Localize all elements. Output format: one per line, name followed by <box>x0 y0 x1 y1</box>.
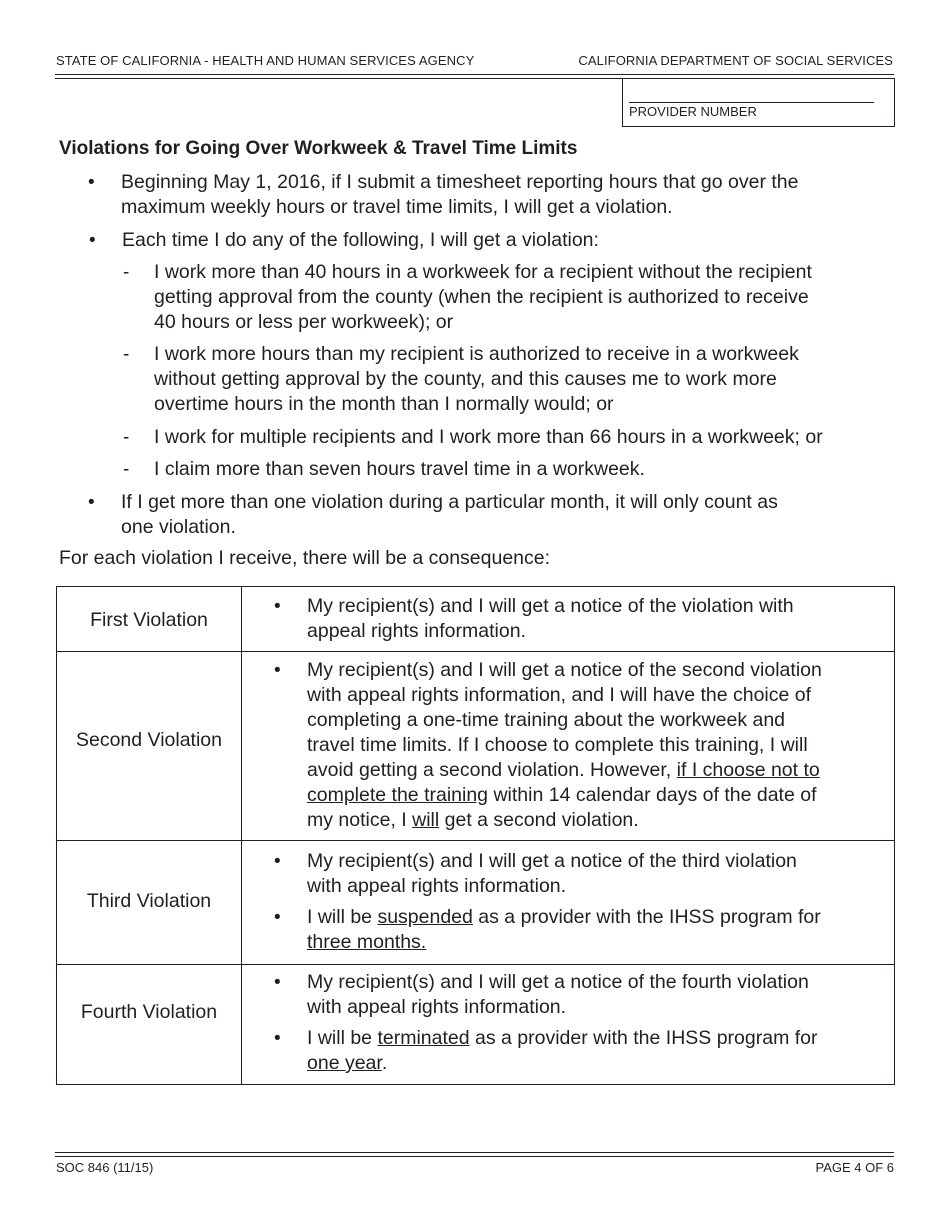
table-cell-line: My recipient(s) and I will get a notice of the violation with <box>307 595 794 617</box>
bullet-text-line: one violation. <box>121 516 236 538</box>
table-cell-line <box>307 930 426 955</box>
sub-item-line: I work more hours than my recipient is authorized to receive in a workweek <box>154 343 799 365</box>
violation-label-fourth: Fourth Violation <box>80 1001 218 1023</box>
bullet-icon: • <box>89 230 96 251</box>
table-cell-line: with appeal rights information. <box>307 875 567 897</box>
bullet-text-line: Each time I do any of the following, I will get a violation: <box>122 229 599 251</box>
text-segment: as a provider with the IHSS program for <box>469 1027 818 1049</box>
sub-item-line: I work for multiple recipients and I work more than 66 hours in a workweek; or <box>154 426 823 448</box>
violation-label-second: Second Violation <box>75 729 222 751</box>
bullet-text-line: maximum weekly hours or travel time limits, I will get a violation. <box>121 196 673 218</box>
bullet-icon: • <box>274 596 281 617</box>
text-segment: I will be <box>307 906 378 928</box>
footer-rule-second <box>55 1156 894 1157</box>
form-id: SOC 846 (11/15) <box>56 1160 154 1175</box>
table-cell-line <box>307 1026 818 1051</box>
bullet-icon: • <box>88 492 95 513</box>
table-cell-line: with appeal rights information. <box>307 996 567 1018</box>
table-cell-line <box>307 758 820 783</box>
provider-number-label: PROVIDER NUMBER <box>629 104 757 119</box>
sub-item-line: overtime hours in the month than I normally would; or <box>154 393 614 415</box>
text-segment: get a second violation. <box>439 809 639 831</box>
dash-icon: - <box>123 427 130 448</box>
underlined-text: if I choose not to <box>676 759 820 781</box>
bullet-text-line: Beginning May 1, 2016, if I submit a timesheet reporting hours that go over the <box>121 171 799 193</box>
table-cell-line: My recipient(s) and I will get a notice of the fourth violation <box>307 971 809 993</box>
provider-number-line <box>629 102 874 103</box>
table-cell-line: travel time limits. If I choose to complete this training, I will <box>307 734 808 756</box>
bullet-icon: • <box>274 972 281 993</box>
underlined-text: suspended <box>377 906 473 928</box>
text-segment: within 14 calendar days of the date of <box>488 784 817 806</box>
table-row-divider <box>57 651 894 652</box>
text-segment: my notice, I <box>307 809 413 831</box>
bullet-icon: • <box>274 1028 281 1049</box>
violations-table <box>56 586 895 1085</box>
table-cell-line: completing a one-time training about the workweek and <box>307 709 786 731</box>
section-title: Violations for Going Over Workweek & Travel Time Limits <box>59 138 578 159</box>
text-segment: . <box>381 1052 388 1074</box>
footer-rule <box>55 1152 894 1153</box>
bullet-icon: • <box>274 851 281 872</box>
dash-icon: - <box>123 344 130 365</box>
provider-number-field[interactable] <box>622 78 895 127</box>
table-cell-line <box>307 783 817 808</box>
underlined-text: three months. <box>307 931 427 953</box>
table-cell-line: appeal rights information. <box>307 620 526 642</box>
sub-item-line: I work more than 40 hours in a workweek for a recipient without the recipient <box>154 261 812 283</box>
table-cell-line: with appeal rights information, and I will have the choice of <box>307 684 812 706</box>
table-row-divider <box>57 964 894 965</box>
underlined-text: complete the training <box>307 784 489 806</box>
violation-label-first: First Violation <box>90 609 208 631</box>
sub-item-line: without getting approval by the county, and this causes me to work more <box>154 368 777 390</box>
table-cell-line <box>307 905 821 930</box>
dash-icon: - <box>123 262 130 283</box>
table-cell-line: My recipient(s) and I will get a notice of the second violation <box>307 659 822 681</box>
underlined-text: one year <box>307 1052 382 1074</box>
dash-icon: - <box>123 459 130 480</box>
text-segment: as a provider with the IHSS program for <box>472 906 821 928</box>
consequence-intro: For each violation I receive, there will be a consequence: <box>59 547 551 569</box>
bullet-icon: • <box>88 172 95 193</box>
table-row-divider <box>57 840 894 841</box>
violation-label-third: Third Violation <box>86 890 212 912</box>
table-column-divider <box>241 587 242 1084</box>
header-rule <box>55 74 894 75</box>
text-segment: avoid getting a second violation. However, <box>307 759 677 781</box>
sub-item-line: 40 hours or less per workweek); or <box>154 311 454 333</box>
sub-item-line: getting approval from the county (when the recipient is authorized to receive <box>154 286 809 308</box>
text-segment: I will be <box>307 1027 378 1049</box>
underlined-text: terminated <box>377 1027 470 1049</box>
sub-item-line: I claim more than seven hours travel time in a workweek. <box>154 458 645 480</box>
bullet-text-line: If I get more than one violation during a particular month, it will only count as <box>121 491 778 513</box>
department-header: CALIFORNIA DEPARTMENT OF SOCIAL SERVICES <box>578 53 893 68</box>
bullet-icon: • <box>274 907 281 928</box>
table-cell-line: My recipient(s) and I will get a notice of the third violation <box>307 850 797 872</box>
agency-header: STATE OF CALIFORNIA - HEALTH AND HUMAN SERVICES AGENCY <box>56 53 475 68</box>
table-cell-line <box>307 808 639 833</box>
table-cell-line <box>307 1051 387 1076</box>
underlined-text: will <box>412 809 440 831</box>
page-number: PAGE 4 OF 6 <box>815 1160 894 1175</box>
bullet-icon: • <box>274 660 281 681</box>
